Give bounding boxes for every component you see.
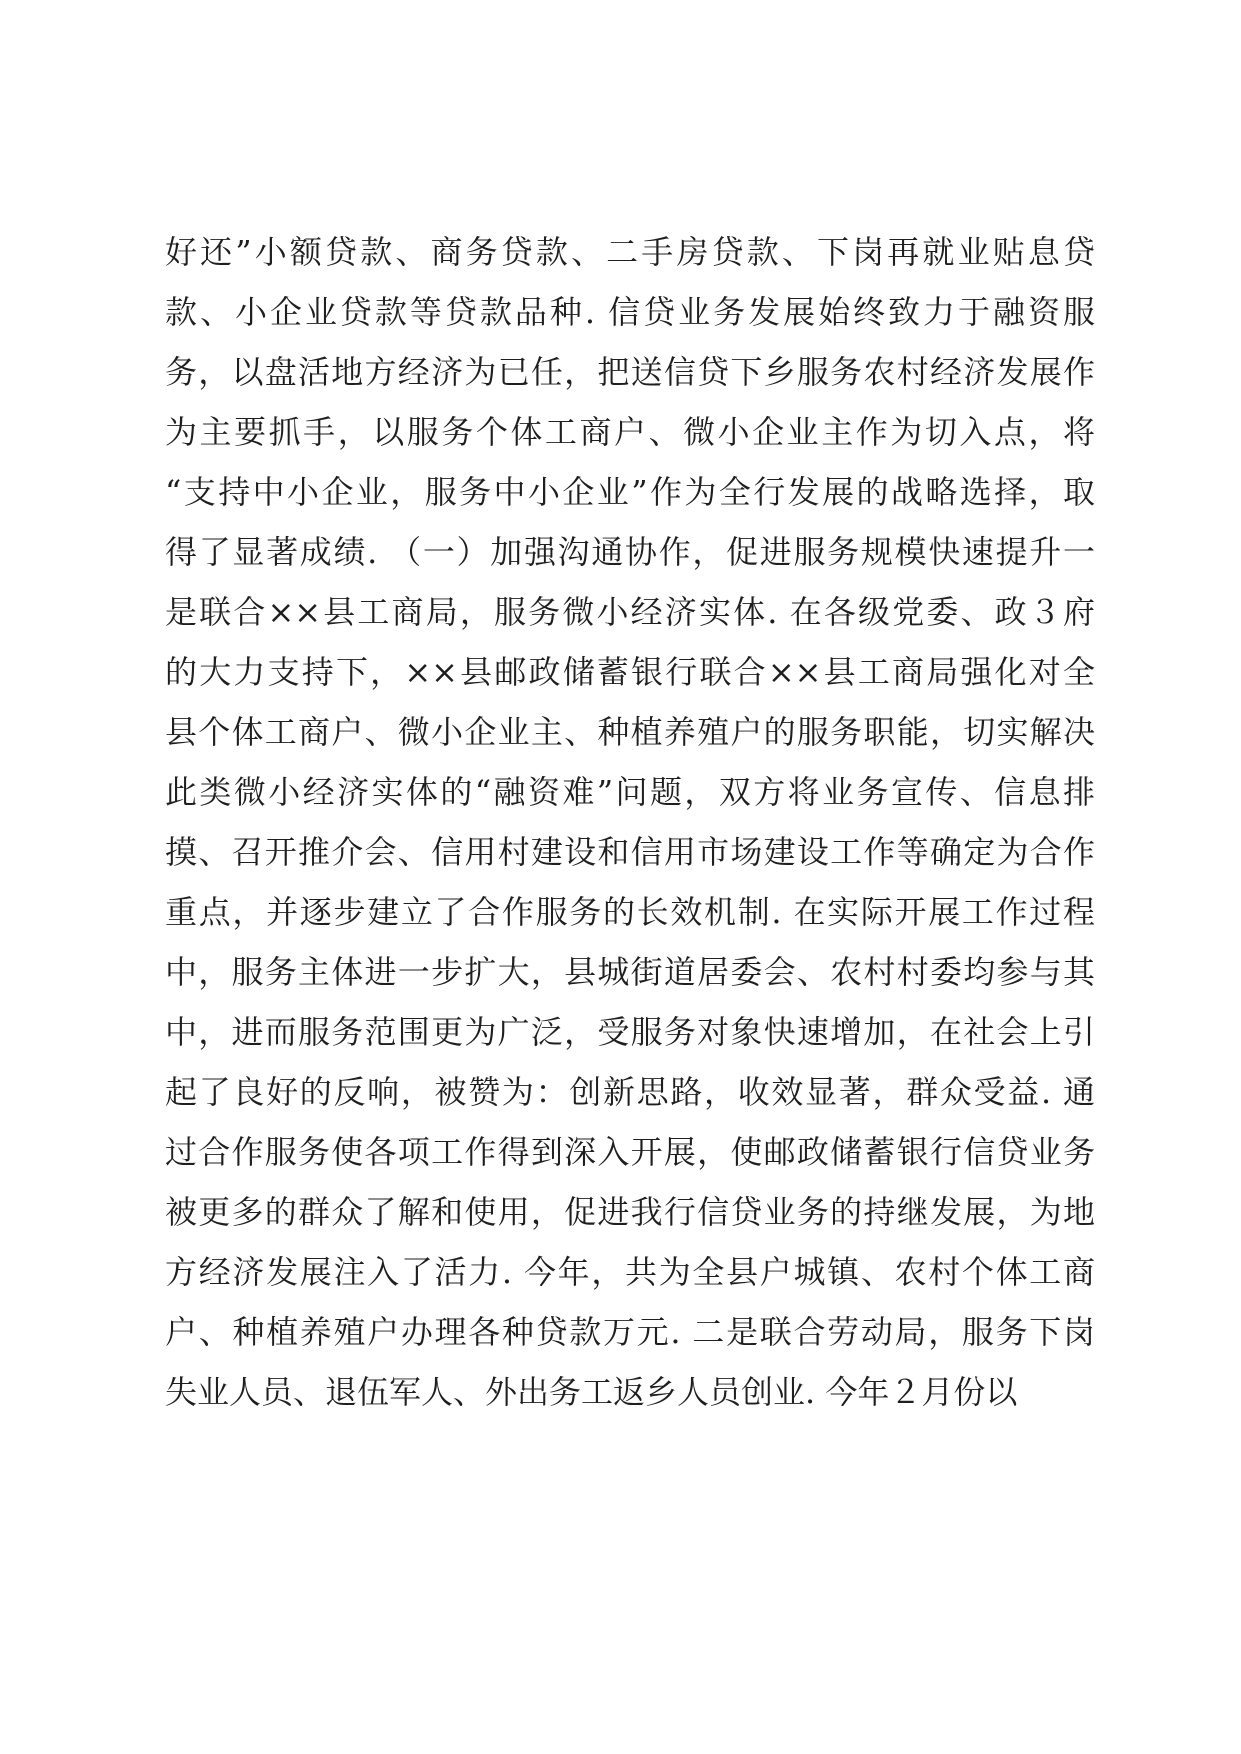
text-line: 户、种植养殖户办理各种贷款万元. 二是联合劳动局，服务下岗: [165, 1313, 1095, 1351]
text-line: 为主要抓手，以服务个体工商户、微小企业主作为切入点，将: [165, 413, 1095, 451]
text-line: 被更多的群众了解和使用，促进我行信贷业务的持继发展，为地: [165, 1193, 1095, 1231]
text-line: 方经济发展注入了活力. 今年，共为全县户城镇、农村个体工商: [165, 1253, 1095, 1291]
text-line: 是联合××县工商局，服务微小经济实体. 在各级党委、政３府: [165, 593, 1095, 631]
text-line: 中，进而服务范围更为广泛，受服务对象快速增加，在社会上引: [165, 1013, 1095, 1051]
text-line: 起了良好的反响，被赞为：创新思路，收效显著，群众受益. 通: [165, 1073, 1095, 1111]
text-line: 失业人员、退伍军人、外出务工返乡人员创业. 今年２月份以: [165, 1373, 1018, 1411]
body-text: [165, 222, 1095, 1422]
text-line: 得了显著成绩. （一）加强沟通协作，促进服务规模快速提升一: [165, 533, 1095, 571]
text-line: 好还”小额贷款、商务贷款、二手房贷款、下岗再就业贴息贷: [165, 233, 1095, 271]
text-line: 务，以盘活地方经济为已任，把送信贷下乡服务农村经济发展作: [165, 353, 1095, 391]
text-line: 中，服务主体进一步扩大，县城街道居委会、农村村委均参与其: [165, 953, 1095, 991]
text-line: 摸、召开推介会、信用村建设和信用市场建设工作等确定为合作: [165, 833, 1095, 871]
text-line: 此类微小经济实体的“融资难”问题，双方将业务宣传、信息排: [165, 773, 1095, 811]
text-line: 县个体工商户、微小企业主、种植养殖户的服务职能，切实解决: [165, 713, 1095, 751]
text-line: 款、小企业贷款等贷款品种. 信贷业务发展始终致力于融资服: [165, 293, 1095, 331]
text-line: 的大力支持下，××县邮政储蓄银行联合××县工商局强化对全: [165, 653, 1095, 691]
text-line: “支持中小企业，服务中小企业”作为全行发展的战略选择，取: [165, 473, 1095, 511]
text-line: 重点，并逐步建立了合作服务的长效机制. 在实际开展工作过程: [165, 893, 1095, 931]
text-line: 过合作服务使各项工作得到深入开展，使邮政储蓄银行信贷业务: [165, 1133, 1095, 1171]
